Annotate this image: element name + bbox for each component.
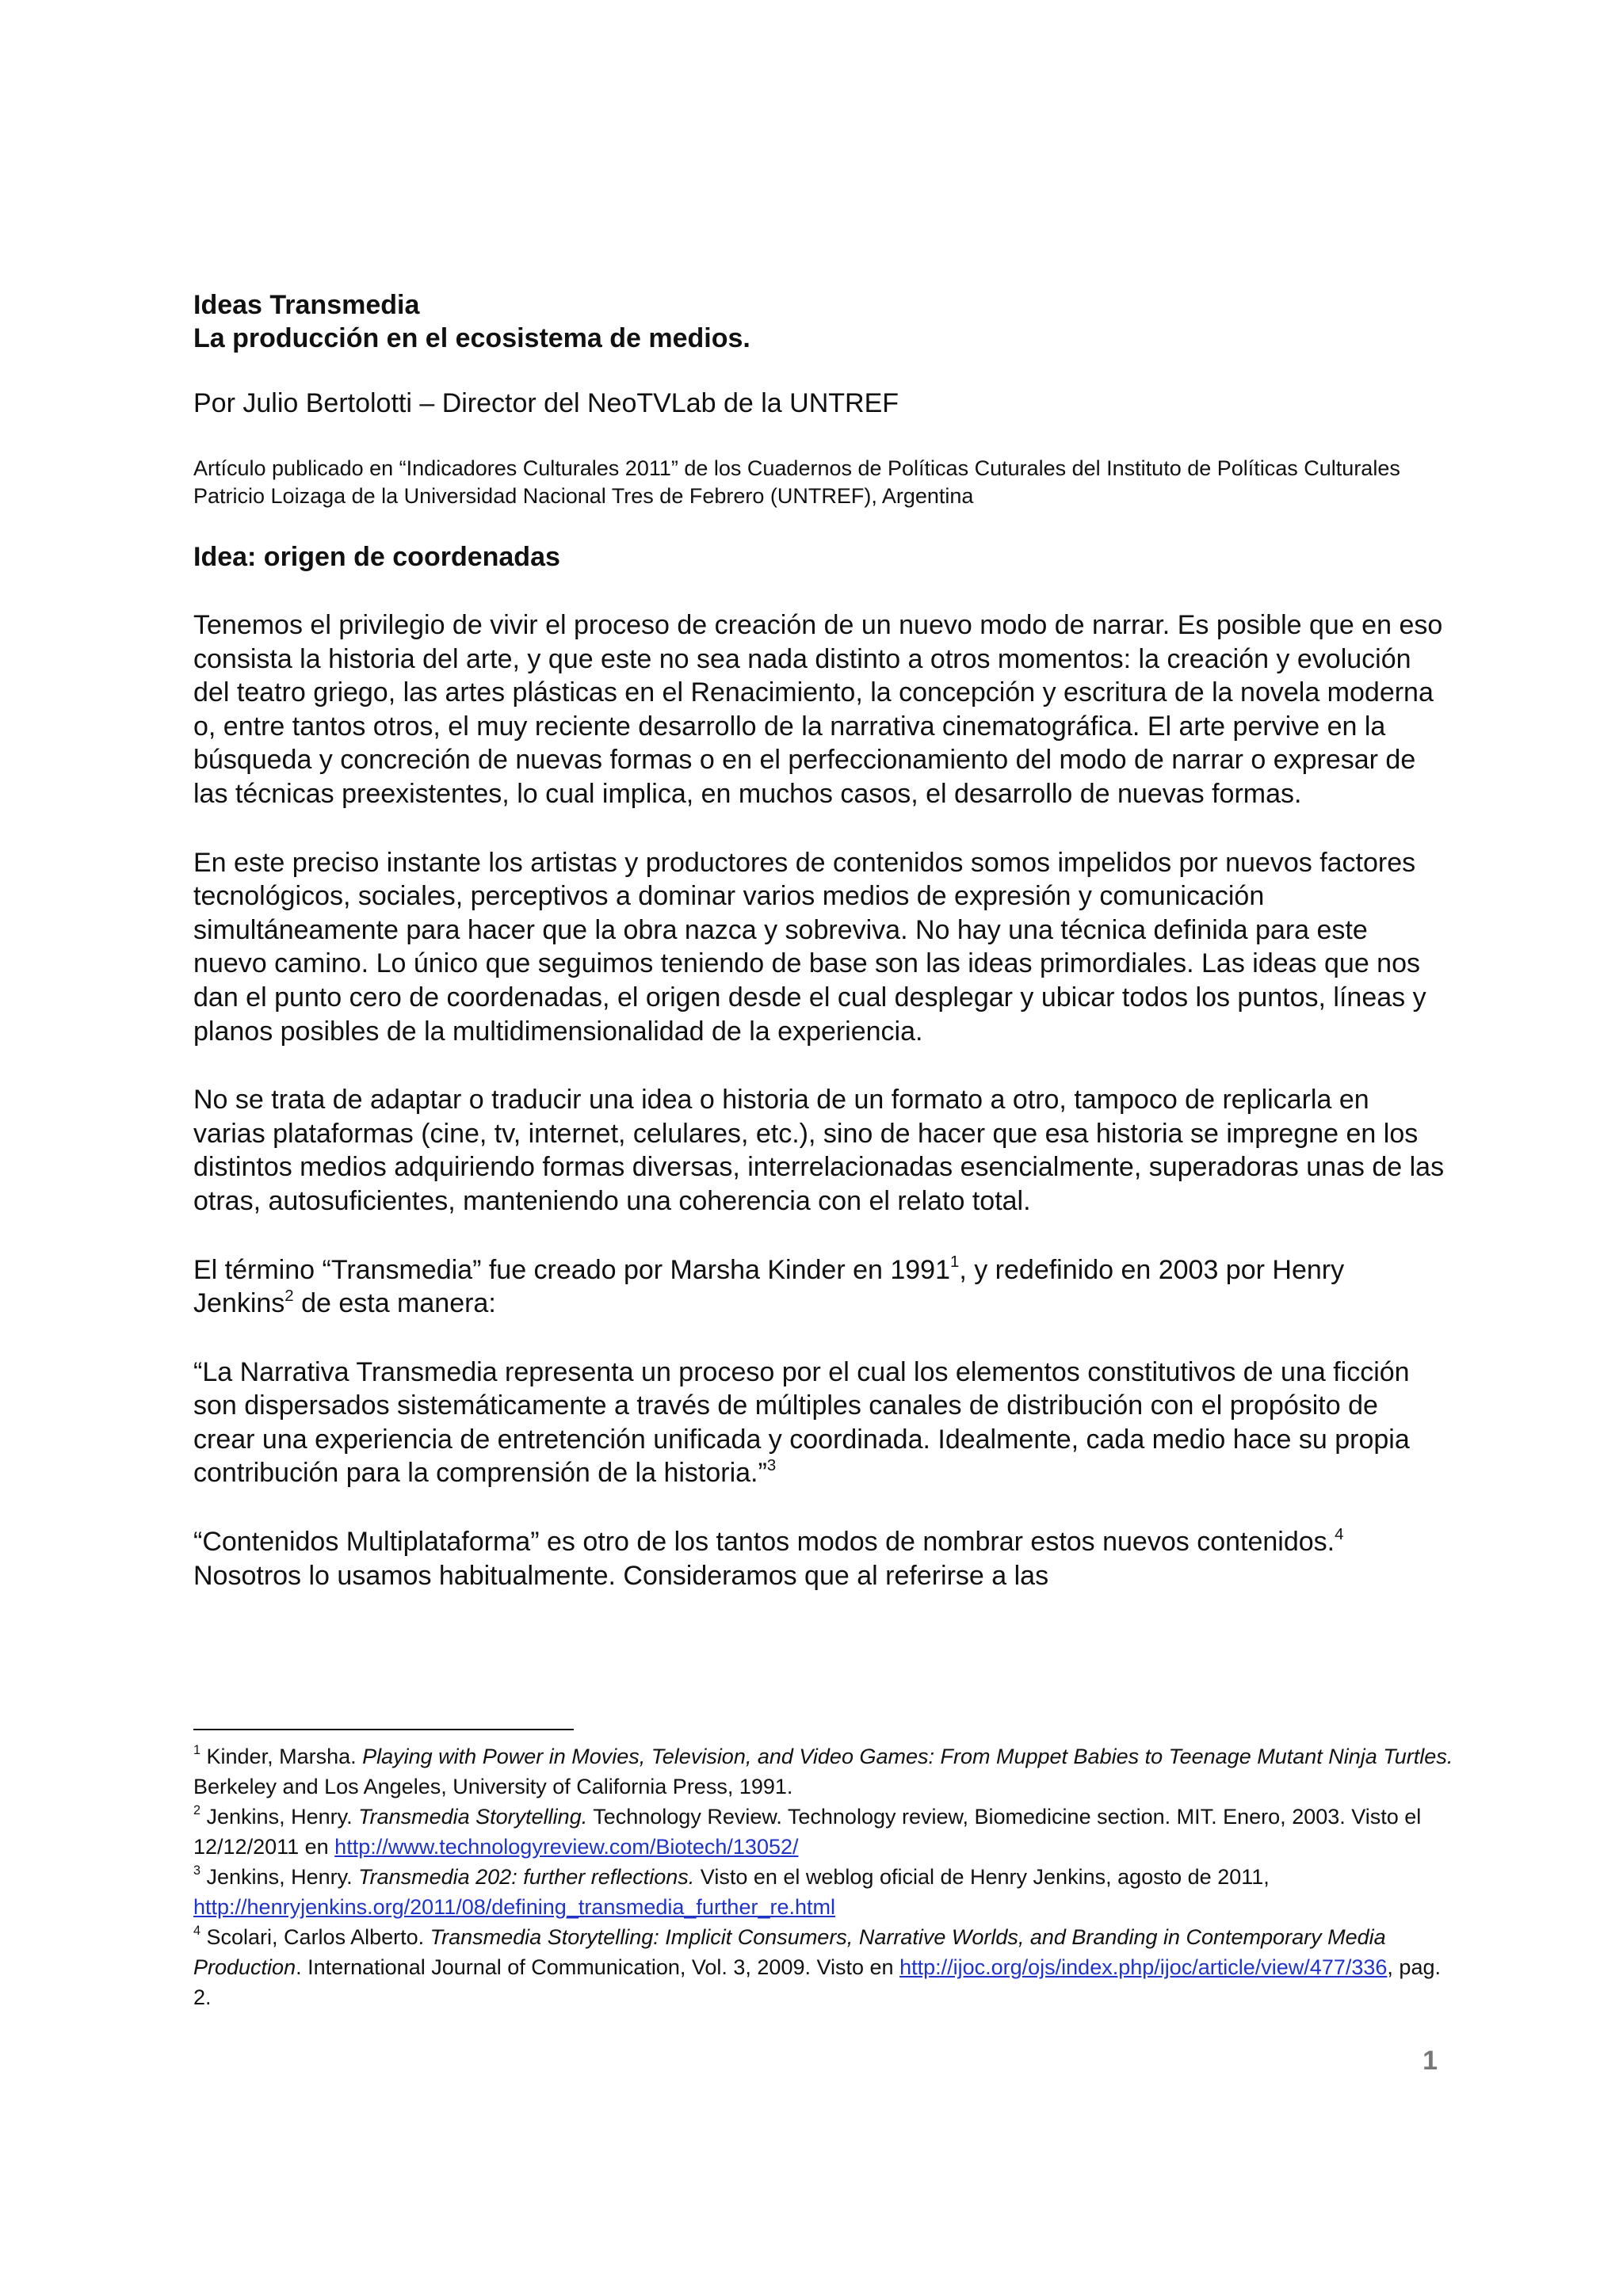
footnote-text: Jenkins, Henry. xyxy=(200,1865,359,1889)
footnote-number: 3 xyxy=(193,1863,201,1878)
footnote-divider xyxy=(193,1729,574,1730)
footnote-work-title: Transmedia Storytelling. xyxy=(358,1805,588,1829)
footnotes-section xyxy=(193,1729,1453,2012)
paragraph-1: Tenemos el privilegio de vivir el proceso de creación de un nuevo modo de narrar. Es posible que en eso consista la historia del arte, y que este no sea nada distinto a otros momentos: la creación y evolución del teatro griego, las artes plásticas en el Renacimiento, la concepción y escritura de la novela moderna o, entre tantos otros, el muy reciente desarrollo de la narrativa cinematográfica. El arte pervive en la búsqueda y concreción de nuevas formas o en el perfeccionamiento del modo de narrar o expresar de las técnicas preexistentes, lo cual implica, en muchos casos, el desarrollo de nuevas formas. xyxy=(193,610,1443,809)
author-byline: Por Julio Bertolotti – Director del NeoTVLab de la UNTREF xyxy=(193,388,899,418)
footnote-work-title: Transmedia Storytelling: Implicit Consumers, Narrative Worlds, and Branding in Contemporary Media Production xyxy=(193,1925,1386,1979)
footnote-text: . International Journal of Communication, Vol. 3, 2009. Visto en xyxy=(296,1955,900,1979)
paragraph-3: No se trata de adaptar o traducir una idea o historia de un formato a otro, tampoco de replicarla en varias plataformas (cine, tv, internet, celulares, etc.), sino de hacer que esa historia se impregne en los distintos medios adquiriendo formas diversas, interrelacionadas esencialmente, superadoras unas de las otras, autosuficientes, manteniendo una coherencia con el relato total. xyxy=(193,1085,1445,1216)
footnote-2 xyxy=(193,1802,1453,1862)
publication-note: Artículo publicado en “Indicadores Culturales 2011” de los Cuadernos de Políticas Cuturales del Instituto de Políticas Culturales Patricio Loizaga de la Universidad Nacional Tres de Febrero (UNTREF), Argentina xyxy=(193,456,1400,508)
quote-text: “La Narrativa Transmedia representa un proceso por el cual los elementos constitutivos de una ficción son dispersados sistemáticamente a través de múltiples canales de distribución con el propósito de crear una experiencia de entretención unificada y coordinada. Idealmente, cada medio hace su propia contribución para la comprensión de la historia.” xyxy=(193,1356,1410,1489)
footnote-3 xyxy=(193,1862,1453,1922)
paragraph-4-text-c: de esta manera: xyxy=(293,1288,496,1319)
footnote-ref-2[interactable]: 2 xyxy=(285,1287,294,1305)
paragraph-6-text-b: Nosotros lo usamos habitualmente. Consideramos que al referirse a las xyxy=(193,1560,1049,1591)
article-title-line2: La producción en el ecosistema de medios. xyxy=(193,323,750,353)
footnote-ref-4[interactable]: 4 xyxy=(1335,1525,1344,1543)
footnote-text: , pag. 2. xyxy=(193,1955,1441,2009)
footnote-text: Scolari, Carlos Alberto. xyxy=(200,1925,430,1949)
footnote-4 xyxy=(193,1922,1453,2012)
footnote-number: 4 xyxy=(193,1924,201,1939)
footnote-link[interactable]: http://henryjenkins.org/2011/08/defining_transmedia_further_re.html xyxy=(193,1895,835,1919)
footnote-link[interactable]: http://www.technologyreview.com/Biotech/13052/ xyxy=(334,1835,799,1859)
article-body xyxy=(193,288,1445,1592)
paragraph-5-quote xyxy=(193,1356,1445,1490)
footnote-work-title: Transmedia 202: further reflections. xyxy=(358,1865,695,1889)
footnote-link[interactable]: http://ijoc.org/ojs/index.php/ijoc/article/view/477/336 xyxy=(899,1955,1388,1979)
page-number: 1 xyxy=(1423,2046,1438,2076)
article-title xyxy=(193,288,1445,355)
footnote-ref-1[interactable]: 1 xyxy=(950,1253,960,1272)
footnote-ref-3[interactable]: 3 xyxy=(766,1457,777,1475)
article-title-line1: Ideas Transmedia xyxy=(193,290,420,320)
footnote-number: 2 xyxy=(193,1803,201,1818)
paragraph-4 xyxy=(193,1253,1445,1321)
paragraph-6 xyxy=(193,1525,1445,1592)
paragraph-4-text-b: , y redefinido en 2003 por Henry Jenkins xyxy=(193,1254,1345,1319)
footnote-text: Jenkins, Henry. xyxy=(200,1805,359,1829)
footnote-work-title: Playing with Power in Movies, Television, and Video Games: From Muppet Babies to Teenage Mutant Ninja Turtles. xyxy=(362,1745,1453,1768)
footnote-text: Kinder, Marsha. xyxy=(200,1745,363,1768)
footnote-text: Technology Review. Technology review, Biomedicine section. MIT. Enero, 2003. Visto el 12/12/2011 en xyxy=(193,1805,1422,1859)
paragraph-2: En este preciso instante los artistas y productores de contenidos somos impelidos por nuevos factores tecnológicos, sociales, perceptivos a dominar varios medios de expresión y comunicación simultáneamente para hacer que la obra nazca y sobreviva. No hay una técnica definida para este nuevo camino. Lo único que seguimos teniendo de base son las ideas primordiales. Las ideas que nos dan el punto cero de coordenadas, el origen desde el cual desplegar y ubicar todos los puntos, líneas y planos posibles de la multidimensionalidad de la experiencia. xyxy=(193,847,1426,1047)
footnote-1 xyxy=(193,1741,1453,1802)
footnote-number: 1 xyxy=(193,1743,201,1758)
footnote-text: Visto en el weblog oficial de Henry Jenkins, agosto de 2011, xyxy=(694,1865,1270,1889)
paragraph-6-text-a: “Contenidos Multiplataforma” es otro de los tantos modos de nombrar estos nuevos contenidos. xyxy=(193,1527,1335,1558)
section-heading: Idea: origen de coordenadas xyxy=(193,542,560,572)
footnote-text: Berkeley and Los Angeles, University of California Press, 1991. xyxy=(193,1775,793,1798)
paragraph-4-text-a: El término “Transmedia” fue creado por Marsha Kinder en 1991 xyxy=(193,1254,950,1285)
